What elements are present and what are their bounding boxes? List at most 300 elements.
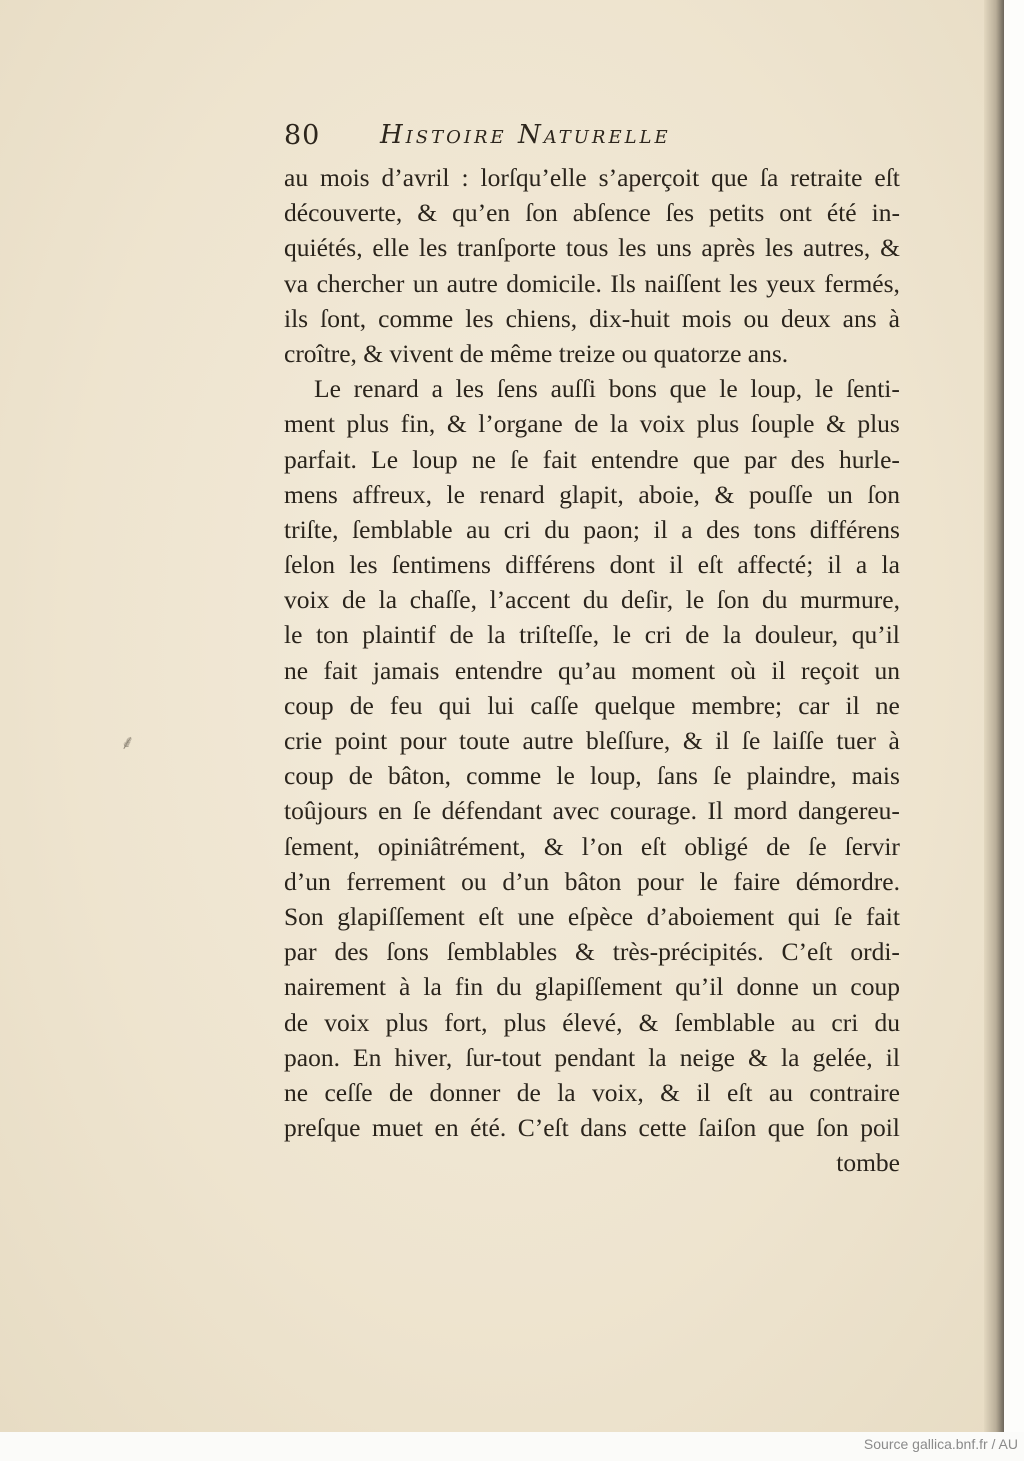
word: glapit, bbox=[559, 479, 624, 509]
word: ſervir bbox=[844, 831, 900, 861]
word: fait bbox=[323, 655, 358, 685]
text-line bbox=[284, 653, 900, 688]
word: ſe bbox=[412, 796, 432, 826]
word: il bbox=[827, 550, 842, 580]
word: il bbox=[845, 690, 860, 720]
text-line bbox=[284, 688, 900, 723]
word: pouſſe bbox=[748, 479, 813, 509]
running-head: Histoire Naturelle bbox=[380, 120, 671, 150]
word: bâton bbox=[564, 866, 622, 896]
word: par bbox=[284, 937, 317, 967]
word: lui bbox=[487, 690, 515, 720]
word: preſque bbox=[284, 1113, 361, 1143]
word: bâton, bbox=[387, 761, 451, 791]
word: pendant bbox=[554, 1042, 636, 1072]
word: le bbox=[284, 620, 303, 650]
text-line bbox=[284, 899, 900, 934]
word: ou bbox=[461, 866, 487, 896]
word: autres, bbox=[803, 233, 871, 263]
word: des bbox=[706, 514, 741, 544]
word: affecté; bbox=[737, 550, 814, 580]
word: domicile. bbox=[506, 268, 602, 298]
word: la bbox=[487, 620, 506, 650]
word: fin bbox=[454, 972, 484, 1002]
word: ſaiſon bbox=[698, 1113, 757, 1143]
word: ſon bbox=[716, 585, 750, 615]
text-line bbox=[284, 371, 900, 406]
word: ſon bbox=[867, 479, 900, 509]
word: & bbox=[714, 479, 735, 509]
text-line bbox=[284, 477, 900, 512]
word: & bbox=[638, 1007, 659, 1037]
word: ſentimens bbox=[391, 550, 491, 580]
word: yeux bbox=[766, 268, 816, 298]
word: du bbox=[496, 972, 522, 1002]
word: le bbox=[446, 479, 465, 509]
word: petits bbox=[709, 198, 765, 228]
word: contraire bbox=[809, 1077, 900, 1107]
word: mais bbox=[851, 761, 900, 791]
word: ſe bbox=[833, 901, 853, 931]
word: glapiſſement bbox=[337, 901, 465, 931]
word: nairement bbox=[284, 972, 386, 1002]
word: mois bbox=[320, 163, 370, 192]
text-line bbox=[284, 406, 900, 441]
word: ne bbox=[875, 690, 900, 720]
text-line bbox=[284, 195, 900, 230]
word: membre; bbox=[691, 690, 783, 720]
word: bons bbox=[608, 374, 657, 404]
word: le bbox=[699, 866, 718, 896]
word: la bbox=[722, 620, 742, 650]
text-line bbox=[284, 1075, 900, 1110]
word: du bbox=[582, 585, 609, 615]
word: plus bbox=[857, 409, 900, 439]
word: qui bbox=[438, 690, 472, 720]
word: eſt bbox=[726, 1077, 753, 1107]
word: ſe bbox=[741, 726, 761, 755]
word: courage. bbox=[609, 796, 697, 826]
word: chercher bbox=[316, 268, 405, 298]
word: à bbox=[888, 303, 900, 333]
text-line bbox=[284, 1040, 900, 1075]
word: ton bbox=[316, 620, 349, 650]
word: fait bbox=[542, 444, 577, 474]
word: caſſe bbox=[530, 690, 579, 720]
word: eſt bbox=[874, 163, 900, 192]
word: la bbox=[423, 972, 442, 1002]
word: entendre bbox=[590, 444, 679, 474]
word: au bbox=[284, 163, 309, 192]
word: car bbox=[798, 690, 830, 720]
word: l’accent bbox=[489, 585, 571, 615]
word: ceſſe bbox=[324, 1077, 373, 1107]
word: laiſſe bbox=[772, 726, 824, 755]
word: Le bbox=[371, 444, 399, 474]
text-line bbox=[284, 617, 900, 652]
word: ſouple bbox=[750, 409, 815, 439]
word: d’un bbox=[284, 866, 331, 896]
word: au bbox=[768, 1077, 793, 1107]
word: que bbox=[767, 1113, 805, 1143]
text-line bbox=[284, 723, 900, 758]
word: auſſi bbox=[550, 374, 596, 404]
word: l’organe bbox=[478, 409, 563, 439]
word: ſans bbox=[656, 761, 698, 791]
word: de bbox=[341, 585, 367, 615]
word: des bbox=[790, 444, 825, 474]
word: il bbox=[669, 550, 684, 580]
word: murmure, bbox=[800, 585, 900, 615]
text-line bbox=[284, 934, 900, 969]
word: eſt bbox=[697, 550, 724, 580]
word: deux bbox=[781, 303, 831, 333]
body-text bbox=[284, 160, 900, 1180]
word: d’avril bbox=[381, 163, 450, 192]
word: cri bbox=[503, 514, 531, 544]
text-line bbox=[284, 1110, 900, 1145]
word: & bbox=[825, 409, 846, 439]
word: & bbox=[880, 233, 900, 263]
word: loup, bbox=[589, 761, 642, 791]
word: cette bbox=[638, 1113, 687, 1143]
text-line bbox=[284, 301, 900, 336]
text-line bbox=[284, 512, 900, 547]
word: de bbox=[574, 409, 599, 439]
word: ſon bbox=[525, 198, 558, 228]
word: tons bbox=[753, 514, 797, 544]
word: paon. bbox=[284, 1042, 340, 1072]
word: ne bbox=[284, 655, 309, 685]
word: ne bbox=[471, 444, 496, 474]
word: ſons bbox=[386, 937, 429, 967]
word: ans bbox=[842, 303, 877, 333]
source-credit: Source gallica.bnf.fr / AU bbox=[863, 1436, 1018, 1452]
word: ſe bbox=[510, 444, 529, 474]
word: de bbox=[348, 761, 373, 791]
text-line bbox=[284, 758, 900, 793]
word: jamais bbox=[372, 655, 440, 685]
word: de bbox=[449, 620, 474, 650]
word: & bbox=[575, 937, 595, 967]
word: autre bbox=[522, 726, 574, 755]
word: renard bbox=[479, 479, 545, 509]
word: point bbox=[334, 726, 388, 755]
word: aboie, bbox=[638, 479, 700, 509]
word: glapiſſement bbox=[534, 972, 663, 1002]
ink-smudge-icon: ⸙ bbox=[120, 730, 135, 754]
word: & bbox=[660, 1077, 680, 1107]
word: de bbox=[685, 620, 710, 650]
word: chaſſe, bbox=[409, 585, 477, 615]
word: ſur-tout bbox=[465, 1042, 542, 1072]
word: pour bbox=[399, 726, 447, 755]
word: douleur, bbox=[754, 620, 839, 650]
word: ſenti- bbox=[846, 374, 900, 404]
word: au bbox=[466, 514, 491, 544]
word: tuer bbox=[836, 726, 876, 755]
word: élevé, bbox=[562, 1007, 623, 1037]
word: mois bbox=[681, 303, 732, 333]
word: l’on bbox=[581, 831, 623, 861]
word: voix bbox=[639, 409, 686, 439]
word: de bbox=[284, 1007, 309, 1037]
word: défendant bbox=[441, 796, 543, 826]
word: ſa bbox=[759, 163, 779, 192]
word: entendre bbox=[454, 655, 543, 685]
text-line bbox=[284, 793, 900, 828]
word: Il bbox=[707, 796, 724, 826]
word: découverte, bbox=[284, 198, 403, 228]
word: moment bbox=[631, 655, 716, 685]
word: qu’en bbox=[452, 198, 511, 228]
word: fait bbox=[865, 901, 900, 931]
word: d’un bbox=[502, 866, 550, 896]
word: eſt bbox=[478, 901, 504, 931]
word: naiſſent bbox=[644, 268, 721, 298]
word: s’aperçoit bbox=[598, 163, 700, 192]
word: affreux, bbox=[352, 479, 432, 509]
word: la bbox=[780, 1042, 800, 1072]
word: donner bbox=[429, 1077, 501, 1107]
text-line bbox=[284, 969, 900, 1004]
word: plus bbox=[385, 1007, 429, 1037]
word: ſont, bbox=[320, 303, 367, 333]
word: ſon bbox=[816, 1113, 849, 1143]
word: toute bbox=[458, 726, 510, 755]
word: ont bbox=[779, 198, 812, 228]
word: en bbox=[434, 1113, 459, 1143]
word: tous bbox=[565, 233, 609, 263]
text-line: croître, & vivent de même treize ou quatorze ans. bbox=[284, 338, 789, 368]
word: un bbox=[827, 479, 853, 509]
word: la bbox=[609, 409, 629, 439]
word: il bbox=[885, 1042, 900, 1072]
word: poil bbox=[860, 1113, 900, 1143]
word: la bbox=[557, 1077, 576, 1107]
word: il bbox=[696, 1077, 711, 1107]
word: les bbox=[349, 550, 378, 580]
word: de bbox=[766, 831, 791, 861]
word: a bbox=[681, 514, 693, 544]
word: que bbox=[692, 444, 730, 474]
page-edge-shadow bbox=[984, 0, 1004, 1432]
word: a bbox=[855, 550, 868, 580]
word: reçoit bbox=[800, 655, 860, 685]
text-line bbox=[284, 160, 900, 195]
catchword: tombe bbox=[836, 1148, 900, 1178]
word: chiens, bbox=[505, 303, 578, 333]
word: Ils bbox=[610, 268, 636, 298]
word: les bbox=[764, 233, 794, 263]
word: été. bbox=[470, 1113, 507, 1143]
word: mens bbox=[284, 479, 338, 509]
word: à bbox=[888, 726, 900, 755]
word: été bbox=[826, 198, 857, 228]
word: des bbox=[334, 937, 369, 967]
word: très-précipités. bbox=[612, 937, 764, 967]
word: elle bbox=[372, 233, 410, 263]
word: coup bbox=[284, 690, 334, 720]
word: dangereu- bbox=[797, 796, 900, 826]
word: plus bbox=[346, 409, 390, 439]
word: que bbox=[669, 374, 707, 404]
word: renard bbox=[353, 374, 419, 404]
word: où bbox=[730, 655, 756, 685]
word: le bbox=[685, 585, 705, 615]
word: différens bbox=[505, 550, 596, 580]
word: neige bbox=[679, 1042, 735, 1072]
text-line bbox=[284, 1005, 900, 1040]
word: dont bbox=[609, 550, 655, 580]
word: le bbox=[556, 761, 575, 791]
word: autre bbox=[446, 268, 498, 298]
word: différens bbox=[809, 514, 900, 544]
word: voix, bbox=[592, 1077, 644, 1107]
word: à bbox=[399, 972, 411, 1002]
text-line bbox=[284, 582, 900, 617]
word: quelque bbox=[594, 690, 676, 720]
word: les bbox=[729, 268, 758, 298]
text-line bbox=[284, 864, 900, 899]
word: il bbox=[715, 726, 730, 755]
word: obligé bbox=[684, 831, 749, 861]
word: plaindre, bbox=[746, 761, 837, 791]
word: comme bbox=[466, 761, 542, 791]
word: plus bbox=[696, 409, 740, 439]
word: les bbox=[418, 233, 448, 263]
text-line bbox=[284, 547, 900, 582]
word: Son bbox=[284, 901, 324, 931]
word: plaintif bbox=[362, 620, 436, 650]
text-line bbox=[284, 829, 900, 864]
word: Le bbox=[314, 374, 341, 404]
word: loup bbox=[412, 444, 458, 474]
word: avec bbox=[552, 796, 600, 826]
word: & bbox=[446, 409, 467, 439]
word: la bbox=[648, 1042, 667, 1072]
text-line bbox=[284, 442, 900, 477]
word: deſir, bbox=[621, 585, 674, 615]
word: la bbox=[881, 550, 900, 580]
word: du bbox=[761, 585, 788, 615]
word: qu’au bbox=[558, 655, 617, 685]
word: du bbox=[544, 514, 570, 544]
word: ſemblables bbox=[446, 937, 558, 967]
word: voix bbox=[284, 585, 330, 615]
word: & bbox=[748, 1042, 768, 1072]
word: faire bbox=[733, 866, 781, 896]
word: opiniâtrément, bbox=[377, 831, 526, 861]
word: ſemblable bbox=[674, 1007, 776, 1037]
word: qu’il bbox=[675, 972, 724, 1002]
word: ſe bbox=[713, 761, 732, 791]
word: il bbox=[653, 514, 668, 544]
word: feu bbox=[389, 690, 423, 720]
word: crie bbox=[284, 726, 323, 755]
word: En bbox=[353, 1042, 382, 1072]
word: lorſqu’elle bbox=[480, 163, 587, 192]
word: dix-huit bbox=[589, 303, 670, 333]
word: qui bbox=[787, 901, 821, 931]
word: ſens bbox=[496, 374, 538, 404]
word: démordre. bbox=[795, 866, 900, 896]
word: un bbox=[811, 972, 838, 1002]
word: hurle- bbox=[839, 444, 900, 474]
word: va bbox=[284, 268, 309, 298]
word: triſte, bbox=[284, 514, 339, 544]
word: paon; bbox=[583, 514, 640, 544]
word: C’eſt bbox=[517, 1113, 569, 1143]
word: ferrement bbox=[346, 866, 446, 896]
word: par bbox=[744, 444, 777, 474]
word: bleſſure, bbox=[586, 726, 671, 755]
word: la bbox=[378, 585, 398, 615]
word: d’aboiement bbox=[646, 901, 775, 931]
word: ils bbox=[284, 303, 309, 333]
word: de bbox=[516, 1077, 541, 1107]
word: pour bbox=[637, 866, 684, 896]
word: gelée, bbox=[812, 1042, 873, 1072]
text-line bbox=[284, 230, 900, 265]
word: toûjours bbox=[284, 796, 368, 826]
word: que bbox=[711, 163, 748, 192]
word: in- bbox=[871, 198, 900, 228]
word: ſemblable bbox=[352, 514, 453, 544]
word: ſelon bbox=[284, 550, 335, 580]
word: le bbox=[719, 374, 738, 404]
word: ment bbox=[284, 409, 335, 439]
word: abſence bbox=[572, 198, 651, 228]
word: de bbox=[349, 690, 374, 720]
word: parfait. bbox=[284, 444, 357, 474]
page-header bbox=[284, 118, 904, 158]
word: coup bbox=[850, 972, 900, 1002]
word: a bbox=[431, 374, 443, 404]
word: le bbox=[612, 620, 632, 650]
text-line bbox=[284, 266, 900, 301]
word: ou bbox=[743, 303, 770, 333]
word: donne bbox=[736, 972, 799, 1002]
word: le bbox=[814, 374, 834, 404]
word: retraite bbox=[790, 163, 863, 192]
word: & bbox=[682, 726, 703, 755]
word: hiver, bbox=[394, 1042, 453, 1072]
word: tranſporte bbox=[457, 233, 557, 263]
word: cri bbox=[644, 620, 672, 650]
word: fort, bbox=[444, 1007, 488, 1037]
word: les bbox=[465, 303, 494, 333]
page-number: 80 bbox=[284, 120, 321, 151]
word: C’eſt bbox=[781, 937, 833, 967]
word: au bbox=[791, 1007, 816, 1037]
word: loup, bbox=[750, 374, 803, 404]
word: cri bbox=[831, 1007, 859, 1037]
word: les bbox=[455, 374, 484, 404]
word: ordi- bbox=[850, 937, 900, 967]
word: ne bbox=[284, 1077, 309, 1107]
word: fin, bbox=[400, 409, 436, 439]
word: mord bbox=[733, 796, 788, 826]
word: muet bbox=[371, 1113, 423, 1143]
word: dans bbox=[580, 1113, 627, 1143]
word: comme bbox=[378, 303, 454, 333]
word: un bbox=[412, 268, 439, 298]
word: ſement, bbox=[284, 831, 360, 861]
word: les bbox=[618, 233, 647, 263]
word: eſt bbox=[640, 831, 667, 861]
word: plus bbox=[503, 1007, 547, 1037]
